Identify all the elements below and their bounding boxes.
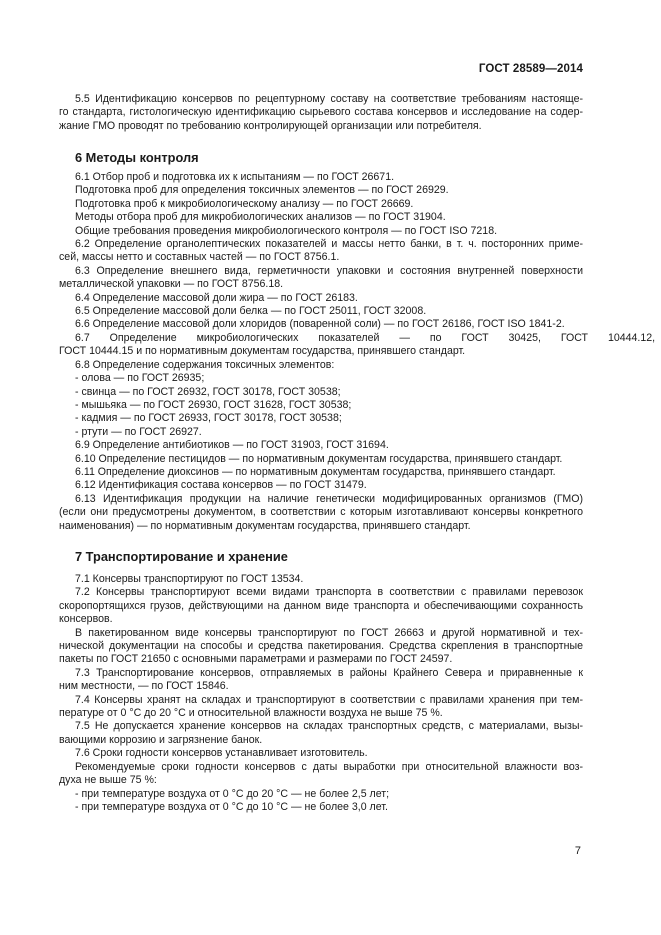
text-line: 5.5 Идентификацию консервов по рецептурному составу на соответствие требованиям настояще- (75, 93, 583, 105)
text-line: консервов. (59, 613, 113, 626)
text-line: 6.5 Определение массовой доли белка — по ГОСТ 25011, ГОСТ 32008. (75, 305, 427, 318)
text-line: вающими коррозию и загрязнение банок. (59, 733, 263, 746)
text-line: ГОСТ 10444.15 и по нормативным документам государства, принявшего стандарт. (59, 345, 466, 358)
text-line: Подготовка проб к микробиологическому анализу — по ГОСТ 26669. (75, 197, 414, 210)
text-line: 7.2 Консервы транспортируют всеми видами транспорта в соответствии с правилами перевозок (75, 586, 583, 599)
text-line: 6.12 Идентификация состава консервов — по ГОСТ 31479. (75, 479, 367, 492)
text-line: наименования) — по нормативным документам государства, принявшего стандарт. (59, 519, 471, 532)
text-line: нической документации на способы и средства пакетирования. Средства скрепления в транспортные (59, 640, 583, 653)
text-line: го стандарта, гистологическую идентификацию сырьевого состава консервов и исследование на содер- (59, 106, 583, 119)
text-line: пакеты по ГОСТ 21650 с основными параметрами и размерами по ГОСТ 24597. (59, 653, 453, 666)
list-item: - при температуре воздуха от 0 °С до 10 °С — не более 3,0 лет. (75, 800, 388, 813)
list-item: - кадмия — по ГОСТ 26933, ГОСТ 30178, ГОСТ 30538; (75, 412, 342, 425)
text-line: 6.4 Определение массовой доли жира — по ГОСТ 26183. (75, 291, 358, 304)
text-line: 7.4 Консервы хранят на складах и транспортируют в соответствии с правилами хранения при тем- (75, 693, 583, 706)
text-line: 7.6 Сроки годности консервов устанавливает изготовитель. (75, 747, 368, 760)
text-line: жание ГМО проводят по требованию контролирующей организации или потребителя. (59, 119, 482, 132)
list-item: - олова — по ГОСТ 26935; (75, 372, 205, 385)
text-line: В пакетированном виде консервы транспортируют по ГОСТ 26663 и другой нормативной и тех- (75, 626, 583, 639)
text-line: 6.10 Определение пестицидов — по нормативным документам государства, принявшего стандарт. (75, 452, 563, 465)
text-line: 6.13 Идентификация продукции на наличие генетически модифицированных организмов (ГМО) (75, 492, 583, 505)
text-line: Подготовка проб для определения токсичных элементов — по ГОСТ 26929. (75, 184, 449, 197)
text-line: 7.1 Консервы транспортируют по ГОСТ 13534. (75, 573, 304, 585)
text-line: Общие требования проведения микробиологического контроля — по ГОСТ ISO 7218. (75, 224, 498, 237)
page-number: 7 (574, 845, 581, 857)
text-line: сей, массы нетто и составных частей — по ГОСТ 8756.1. (59, 251, 340, 264)
section-title-7: 7 Транспортирование и хранение (75, 549, 288, 564)
text-line: ним местности, — по ГОСТ 15846. (59, 680, 229, 693)
list-item: - свинца — по ГОСТ 26932, ГОСТ 30178, ГОСТ 30538; (75, 385, 341, 398)
text-line: металлической упаковки — по ГОСТ 8756.18. (59, 278, 284, 291)
text-line: (если они предусмотрены документом, в соответствии с которым изготавливают консервы конкретного (59, 506, 583, 519)
text-line: 7.5 Не допускается хранение консервов на складах транспортных средств, с материалами, вызы- (75, 720, 583, 733)
text-line: скоропортящихся грузов, действующими на данном виде транспорта и обеспечивающими сохранность (59, 599, 583, 612)
text-line: 6.9 Определение антибиотиков — по ГОСТ 31903, ГОСТ 31694. (75, 439, 389, 452)
section-7-body (59, 573, 583, 814)
text-line: Методы отбора проб для микробиологических анализов — по ГОСТ 31904. (75, 211, 446, 224)
section-6-body (59, 171, 656, 533)
text-line: пературе от 0 °С до 20 °С и относительной влажности воздуха не выше 75 %. (59, 707, 443, 720)
text-line: 7.3 Транспортирование консервов, отправляемых в районы Крайнего Севера и приравненные к (75, 666, 583, 679)
text-line: духа не выше 75 %: (59, 774, 157, 787)
list-item: - ртути — по ГОСТ 26927. (75, 425, 202, 438)
text-line: 6.11 Определение диоксинов — по нормативным документам государства, принявшего стандарт. (75, 465, 556, 478)
paragraph-5-5 (59, 93, 583, 133)
section-title-6: 6 Методы контроля (75, 150, 199, 165)
document-header: ГОСТ 28589—2014 (478, 63, 583, 75)
list-item: - при температуре воздуха от 0 °С до 20 °С — не более 2,5 лет; (75, 787, 390, 800)
text-line: 6.2 Определение органолептических показателей и массы нетто банки, в т. ч. посторонних приме- (75, 238, 583, 251)
text-line: Рекомендуемые сроки годности консервов с даты выработки при относительной влажности воз- (75, 760, 583, 773)
text-line: 6.7 Определение микробиологических показателей — по ГОСТ 30425, ГОСТ 10444.12, (75, 331, 656, 344)
text-line: 6.3 Определение внешнего вида, герметичности упаковки и состояния внутренней поверхности (75, 264, 583, 277)
list-item: - мышьяка — по ГОСТ 26930, ГОСТ 31628, ГОСТ 30538; (75, 398, 352, 411)
text-line: 6.6 Определение массовой доли хлоридов (поваренной соли) — по ГОСТ 26186, ГОСТ ISO 1841-2. (75, 318, 565, 331)
text-line: 6.1 Отбор проб и подготовка их к испытаниям — по ГОСТ 26671. (75, 171, 395, 183)
text-line: 6.8 Определение содержания токсичных элементов: (75, 358, 335, 371)
